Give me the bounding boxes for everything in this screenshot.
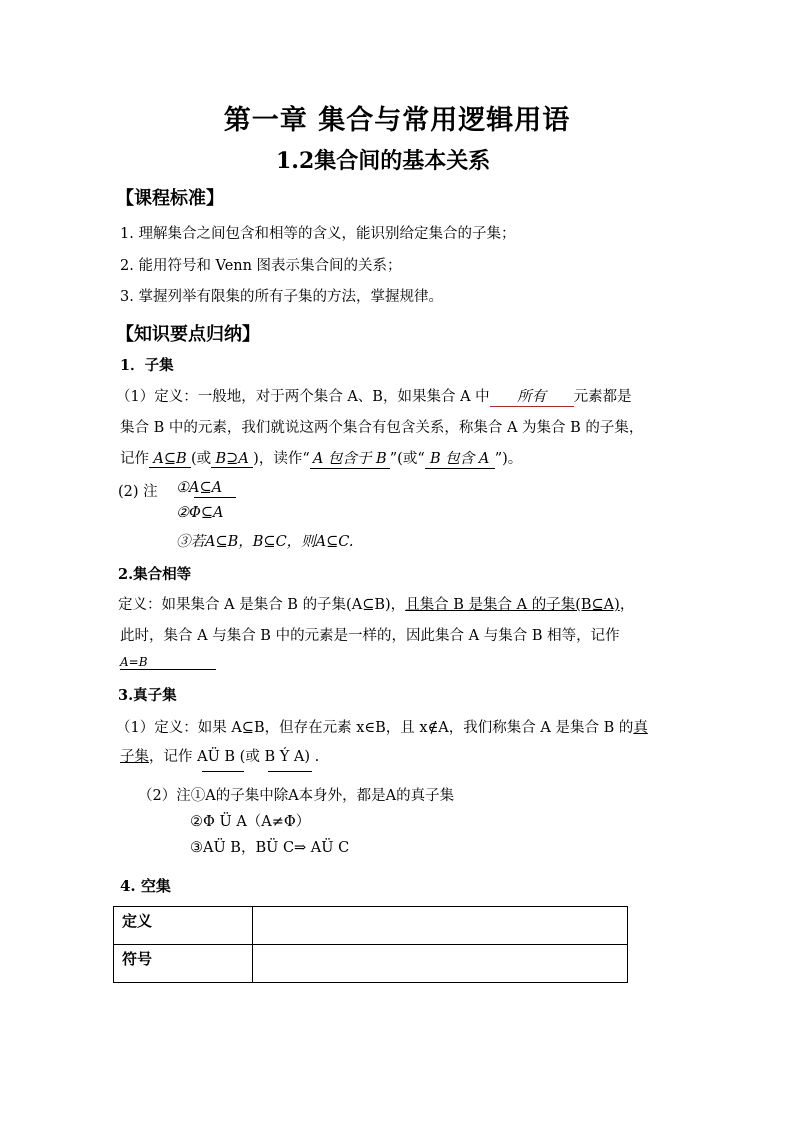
equal-definition-line1: [118, 593, 634, 614]
empty-set-heading: 4. 空集: [120, 877, 171, 895]
equal-heading: 2.集合相等: [118, 566, 192, 583]
subset-def-suffix: 元素都是: [573, 389, 632, 405]
reading-a: A 包含于 B: [310, 447, 390, 469]
equal-def-suffix: ，: [619, 597, 635, 613]
proper-note-2: ②Φ Ü A（A≠Φ）: [190, 814, 311, 830]
subset-def-prefix: （1）定义：一般地，对于两个集合 A、B，如果集合 A 中: [116, 389, 490, 405]
equal-def-underlined: 且集合 B 是集合 A 的子集(B⊆A): [405, 597, 620, 613]
notation-post: )，读作“: [253, 451, 310, 467]
subset-note-3: ③若A⊆B，B⊆C，则A⊆C.: [176, 534, 354, 550]
reading-post: ”)。: [494, 451, 523, 467]
empty-set-table: [113, 906, 628, 983]
proper-subset-heading: 3.真子集: [118, 687, 177, 704]
knowledge-heading: 【知识要点归纳】: [116, 324, 260, 345]
note1-underline: [194, 497, 236, 498]
notation-subset-a: A⊆B: [149, 451, 191, 468]
empty-definition-cell: [253, 907, 628, 945]
empty-symbol-cell: [253, 945, 628, 983]
equal-def-prefix: 定义：如果集合 A 是集合 B 的子集(A⊆B)，: [118, 597, 406, 613]
equal-answer: A=B: [120, 655, 216, 670]
proper-notation-underline-b: [268, 771, 312, 772]
notation-prefix: 记作: [120, 451, 149, 467]
reading-b: B 包含 A: [425, 447, 495, 469]
proper-def-prefix: （1）定义：如果 A⊆B，但存在元素 x∈B，且 x∉A，我们称集合 A 是集合 B 的: [116, 720, 634, 736]
proper-def-underlined: 真: [633, 720, 648, 736]
proper-note-1: （2）注①A的子集中除A本身外，都是A的真子集: [138, 788, 455, 804]
subset-heading: 1．子集: [120, 357, 174, 374]
table-row: [114, 945, 628, 983]
proper-notation-underline-a: [202, 771, 244, 772]
proper-subset-def-line2: [120, 745, 319, 766]
proper-subset-def-line1: [116, 716, 648, 737]
table-row: [114, 907, 628, 945]
subset-note-1: ①A⊆A: [176, 480, 223, 496]
notation-mid: (或: [191, 451, 212, 467]
equal-definition-line2: 此时，集合 A 与集合 B 中的元素是一样的，因此集合 A 与集合 B 相等，记作: [120, 628, 620, 644]
standards-heading: 【课程标准】: [116, 188, 224, 209]
section-title: 1.2集合间的基本关系: [276, 148, 491, 174]
subset-def-blank: 所有: [490, 385, 574, 407]
subset-definition-line1: [116, 385, 632, 407]
standard-item-1: 1. 理解集合之间包含和相等的含义，能识别给定集合的子集；: [120, 226, 516, 242]
equal-answer-line: [120, 654, 216, 670]
reading-mid: ”(或“: [389, 451, 425, 467]
chapter-title: 第一章 集合与常用逻辑用语: [223, 105, 571, 136]
proper-def2-suffix: ，记作 AÜ B (或 B Ý A) .: [149, 749, 320, 765]
proper-def2-underlined: 子集: [120, 749, 149, 765]
subset-notation-line: [120, 447, 522, 469]
subset-note-label: (2) 注: [118, 484, 158, 500]
empty-definition-label: 定义: [114, 907, 253, 945]
subset-definition-line2: 集合 B 中的元素，我们就说这两个集合有包含关系，称集合 A 为集合 B 的子集，: [120, 420, 644, 436]
proper-note-3: ③AÜ B，BÜ C⇒ AÜ C: [190, 840, 350, 856]
subset-note-2: ②Φ⊆A: [176, 505, 224, 521]
notation-superset-b: B⊇A: [211, 451, 253, 468]
empty-symbol-label: 符号: [114, 945, 253, 983]
standard-item-3: 3. 掌握列举有限集的所有子集的方法，掌握规律。: [120, 289, 443, 305]
standard-item-2: 2. 能用符号和 Venn 图表示集合间的关系；: [120, 258, 402, 274]
